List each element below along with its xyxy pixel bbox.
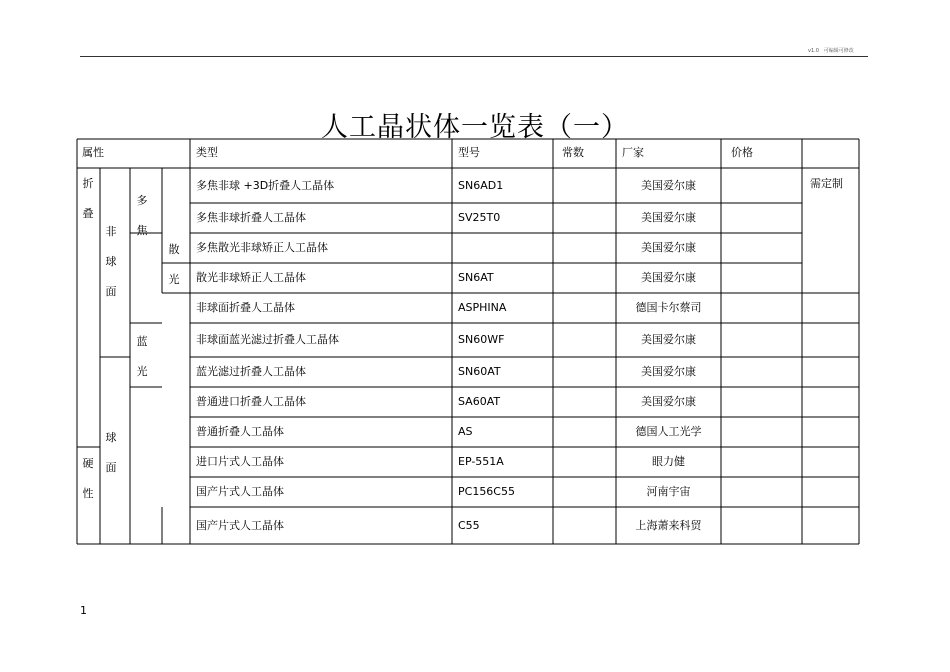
- row-7-model: SN60AT: [458, 365, 501, 378]
- row-10-type: 进口片式人工晶体: [196, 455, 284, 468]
- group-rigid: 硬 性: [82, 457, 94, 500]
- group-multifocal: 多 焦: [136, 194, 148, 237]
- header-constant: 常数: [562, 146, 584, 159]
- row-3-type: 多焦散光非球矫正人工晶体: [196, 241, 328, 254]
- row-1-model: SN6AD1: [458, 179, 504, 192]
- header-attribute: 属性: [82, 146, 104, 159]
- row-8-type: 普通进口折叠人工晶体: [196, 395, 306, 408]
- row-2-type: 多焦非球折叠人工晶体: [196, 211, 306, 224]
- group-bluelight: 蓝 光: [136, 335, 148, 378]
- row-12-model: C55: [458, 519, 480, 532]
- group-aspheric: 非 球 面: [105, 225, 117, 298]
- row-1-manufacturer: 美国爱尔康: [641, 179, 696, 192]
- row-11-model: PC156C55: [458, 485, 515, 498]
- row-10-manufacturer: 眼力健: [652, 455, 685, 468]
- header-model: 型号: [458, 146, 480, 159]
- row-10-model: EP-551A: [458, 455, 504, 468]
- row-8-model: SA60AT: [458, 395, 501, 408]
- row-4-model: SN6AT: [458, 271, 494, 284]
- header-manufacturer: 厂家: [622, 146, 644, 159]
- header-type: 类型: [196, 146, 218, 159]
- group-spheric: 球 面: [105, 431, 117, 474]
- row-7-manufacturer: 美国爱尔康: [641, 365, 696, 378]
- row-5-type: 非球面折叠人工晶体: [196, 301, 295, 314]
- row-2-model: SV25T0: [458, 211, 501, 224]
- row-11-manufacturer: 河南宇宙: [646, 485, 691, 498]
- row-4-manufacturer: 美国爱尔康: [641, 271, 696, 284]
- row-6-type: 非球面蓝光滤过折叠人工晶体: [196, 333, 339, 346]
- row-12-manufacturer: 上海萧来科贸: [635, 519, 702, 532]
- row-9-type: 普通折叠人工晶体: [196, 425, 284, 438]
- row-6-manufacturer: 美国爱尔康: [641, 333, 696, 346]
- row-7-type: 蓝光滤过折叠人工晶体: [196, 365, 306, 378]
- row-5-manufacturer: 德国卡尔蔡司: [635, 301, 702, 314]
- group-fold: 折 叠: [82, 177, 94, 220]
- row-2-manufacturer: 美国爱尔康: [641, 211, 696, 224]
- header-note: 可编辑可修改: [823, 48, 854, 54]
- row-9-manufacturer: 德国人工光学: [635, 425, 702, 438]
- row-5-model: ASPHINA: [458, 301, 507, 314]
- page-number: 1: [80, 604, 87, 617]
- row-11-type: 国产片式人工晶体: [196, 485, 284, 498]
- row-3-manufacturer: 美国爱尔康: [641, 241, 696, 254]
- row-8-manufacturer: 美国爱尔康: [641, 395, 696, 408]
- header-price: 价格: [731, 146, 753, 159]
- row-12-type: 国产片式人工晶体: [196, 519, 284, 532]
- document-title: 人工晶状体一览表（一）: [321, 112, 629, 143]
- group-astigmatic: 散 光: [168, 243, 180, 286]
- custom-note: 需定制: [810, 177, 843, 190]
- row-9-model: AS: [458, 425, 473, 438]
- row-4-type: 散光非球矫正人工晶体: [196, 271, 306, 284]
- row-6-model: SN60WF: [458, 333, 505, 346]
- row-1-type: 多焦非球 +3D折叠人工晶体: [196, 179, 335, 192]
- version-label: v1.0: [808, 48, 819, 54]
